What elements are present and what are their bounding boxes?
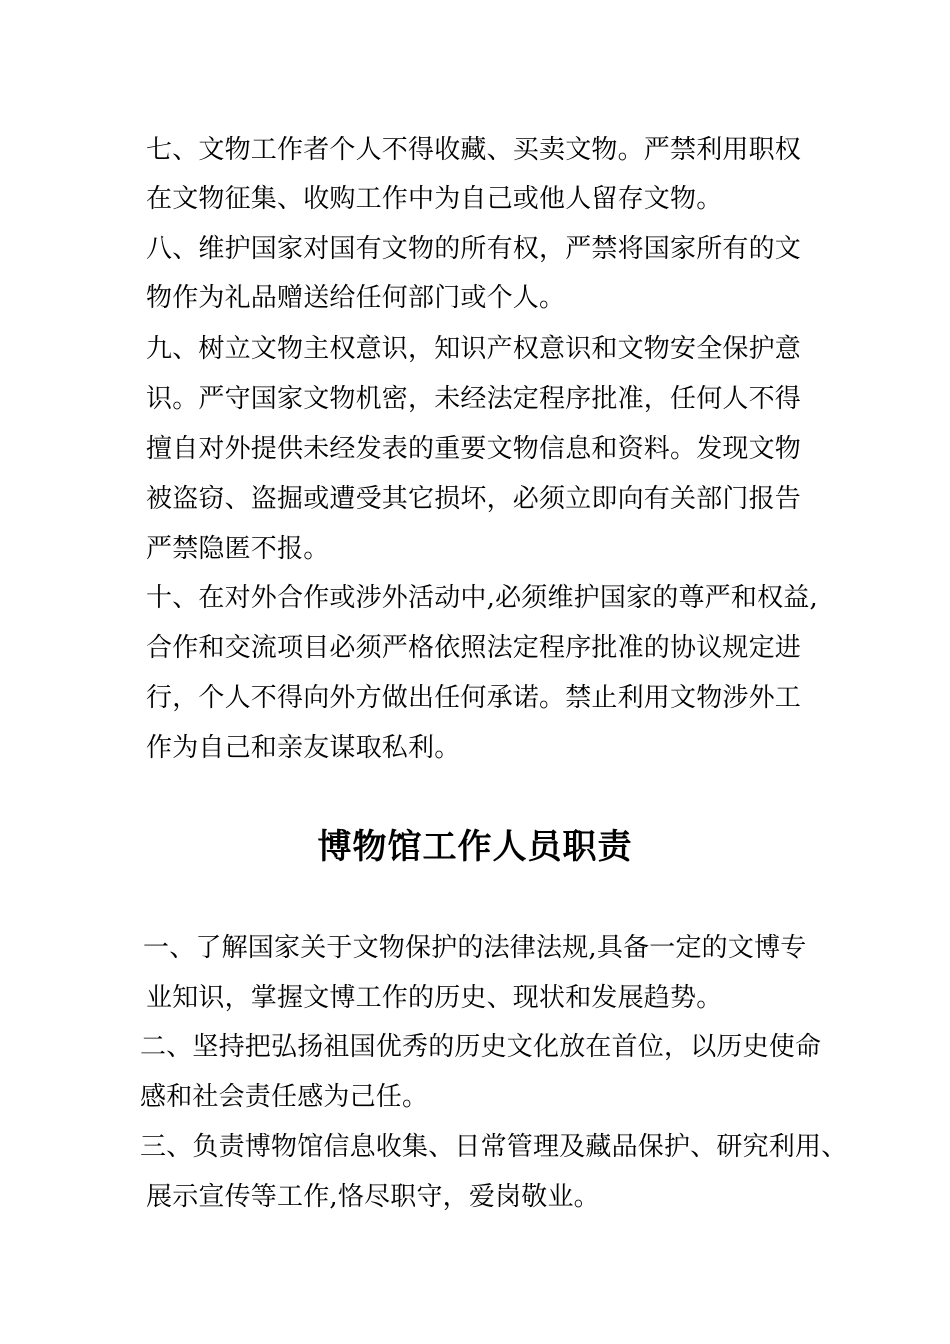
text-line: 在文物征集、收购工作中为自己或他人留存文物。: [146, 184, 723, 214]
text-line: 八、维护国家对国有文物的所有权，严禁将国家所有的文: [146, 234, 802, 264]
text-line: 展示宣传等工作,恪尽职守，爱岗敬业。: [146, 1182, 600, 1212]
text-line: 十、在对外合作或涉外活动中,必须维护国家的尊严和权益,: [146, 583, 818, 613]
text-line: 感和社会责任感为己任。: [140, 1082, 429, 1112]
text-line: 二、坚持把弘扬祖国优秀的历史文化放在首位，以历史使命: [140, 1032, 822, 1062]
text-line: 被盗窃、盗掘或遭受其它损坏，必须立即向有关部门报告: [146, 484, 802, 514]
text-line: 七、文物工作者个人不得收藏、买卖文物。严禁利用职权: [146, 135, 802, 165]
text-line: 擅自对外提供未经发表的重要文物信息和资料。发现文物: [146, 434, 802, 464]
text-line: 合作和交流项目必须严格依照法定程序批准的协议规定进: [146, 633, 802, 663]
text-line: 业知识，掌握文博工作的历史、现状和发展趋势。: [146, 983, 723, 1013]
text-line: 九、树立文物主权意识，知识产权意识和文物安全保护意: [146, 334, 802, 364]
text-line: 识。严守国家文物机密，未经法定程序批准，任何人不得: [146, 384, 802, 414]
text-line: 一、了解国家关于文物保护的法律法规,具备一定的文博专: [143, 933, 807, 963]
text-line: 作为自己和亲友谋取私利。: [146, 733, 461, 763]
text-line: 三、负责博物馆信息收集、日常管理及藏品保护、研究利用、: [140, 1132, 848, 1162]
text-line: 物作为礼品赠送给任何部门或个人。: [146, 283, 566, 313]
section-title: 博物馆工作人员职责: [317, 827, 633, 867]
text-line: 严禁隐匿不报。: [146, 534, 330, 564]
text-line: 行，个人不得向外方做出任何承诺。禁止利用文物涉外工: [146, 683, 802, 713]
